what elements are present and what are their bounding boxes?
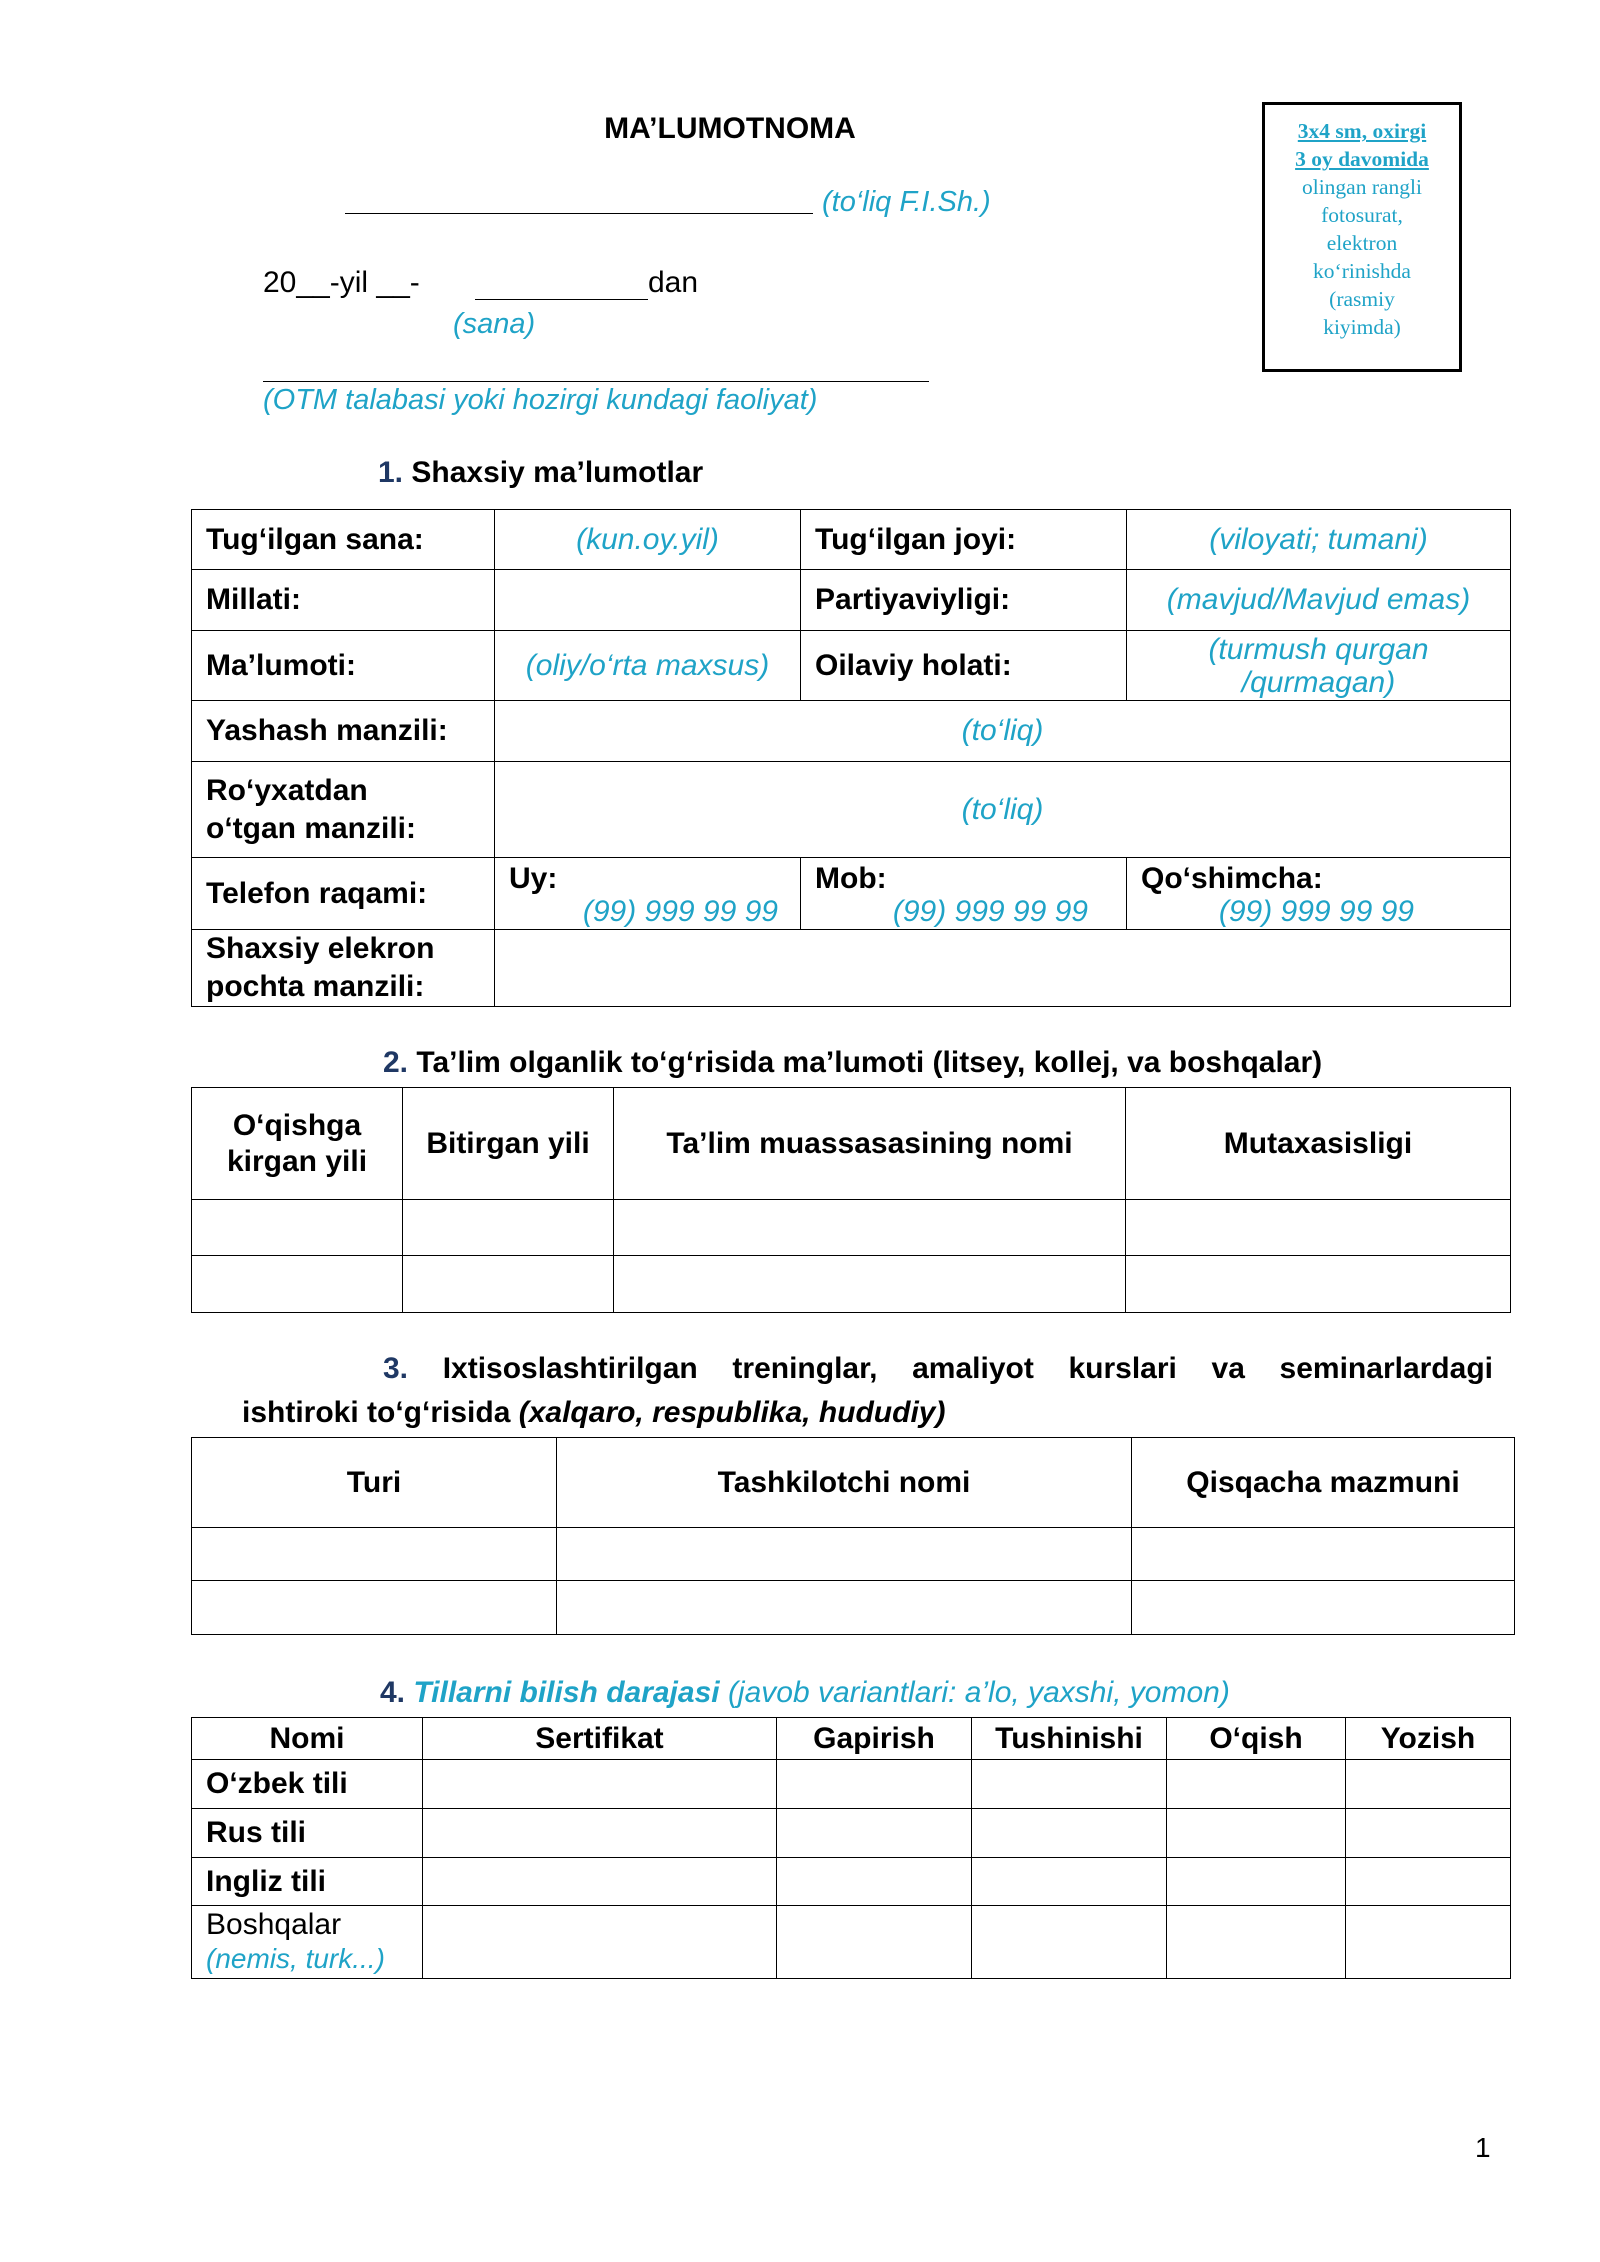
languages-col-certificate: Sertifikat: [423, 1718, 777, 1760]
registration-label-line-1: Ro‘yxatdan: [206, 773, 368, 807]
language-cell[interactable]: [1346, 1809, 1511, 1858]
admission-year-line-1: O‘qishga: [232, 1108, 362, 1142]
email-label-line-2: pochta manzili:: [206, 970, 425, 1003]
email-label: [192, 930, 495, 1007]
trainings-col-organizer: Tashkilotchi nomi: [557, 1438, 1132, 1528]
language-cell[interactable]: [423, 1906, 777, 1979]
nationality-label: Millati:: [192, 570, 495, 631]
education-cell[interactable]: [403, 1256, 614, 1313]
registration-label: [192, 762, 495, 858]
education-col-specialty: Mutaxasisligi: [1126, 1088, 1511, 1200]
language-row-english: Ingliz tili: [192, 1858, 423, 1906]
language-cell[interactable]: [1167, 1906, 1346, 1979]
photo-note-line-3: olingan rangli: [1301, 175, 1422, 199]
languages-col-writing: Yozish: [1346, 1718, 1511, 1760]
section-1-number: 1.: [378, 456, 404, 489]
phone-mobile-label: Mob:: [815, 862, 887, 895]
language-cell[interactable]: [1346, 1760, 1511, 1809]
education-cell[interactable]: [192, 1256, 403, 1313]
trainings-col-type: Turi: [192, 1438, 557, 1528]
language-other-hint: (nemis, turk...): [206, 1943, 385, 1974]
education-label: Ma’lumoti:: [192, 631, 495, 701]
language-cell[interactable]: [777, 1809, 972, 1858]
party-label: Partiyaviyligi:: [801, 570, 1127, 631]
language-cell[interactable]: [777, 1858, 972, 1906]
education-cell[interactable]: [192, 1200, 403, 1256]
section-4-title: Tillarni bilish darajasi: [413, 1676, 720, 1709]
section-3-heading-line-2: [242, 1396, 945, 1430]
languages-col-speaking: Gapirish: [777, 1718, 972, 1760]
date-hint: (sana): [453, 308, 536, 340]
education-col-admission-year: [192, 1088, 403, 1200]
nationality-field[interactable]: [495, 570, 801, 631]
address-field[interactable]: (to‘liq): [495, 701, 1511, 762]
phone-home-value: (99) 999 99 99: [582, 895, 778, 928]
registration-label-line-2: o‘tgan manzili:: [206, 811, 416, 845]
language-cell[interactable]: [1346, 1858, 1511, 1906]
section-3-heading-line-1: [383, 1352, 1493, 1386]
phone-extra-label: Qo‘shimcha:: [1141, 862, 1323, 895]
language-cell[interactable]: [423, 1809, 777, 1858]
language-row-uzbek: O‘zbek tili: [192, 1760, 423, 1809]
trainings-table: [191, 1437, 1515, 1635]
photo-note-line-6: ko‘rinishda: [1313, 259, 1411, 283]
phone-extra-field[interactable]: [1127, 858, 1511, 930]
photo-note-line-2: 3 oy davomida: [1295, 147, 1429, 171]
photo-note-line-8: kiyimda): [1323, 315, 1401, 339]
language-cell[interactable]: [972, 1858, 1167, 1906]
marital-hint-line-1: (turmush qurgan: [1208, 632, 1429, 666]
language-cell[interactable]: [423, 1760, 777, 1809]
admission-year-line-2: kirgan yili: [226, 1144, 368, 1178]
section-3-number: 3.: [383, 1352, 409, 1385]
education-cell[interactable]: [403, 1200, 614, 1256]
phone-home-field[interactable]: [495, 858, 801, 930]
language-cell[interactable]: [777, 1906, 972, 1979]
education-cell[interactable]: [614, 1200, 1126, 1256]
language-other-label: Boshqalar: [206, 1908, 342, 1941]
date-prefix: 20__-yil __-: [263, 266, 420, 299]
trainings-cell[interactable]: [557, 1528, 1132, 1581]
phone-home-label: Uy:: [509, 862, 558, 895]
birth-date-field[interactable]: (kun.oy.yil): [495, 510, 801, 570]
language-cell[interactable]: [777, 1760, 972, 1809]
email-field[interactable]: [495, 930, 1511, 1007]
fio-hint: (to‘liq F.I.Sh.): [822, 186, 991, 218]
address-label: Yashash manzili:: [192, 701, 495, 762]
section-2-title: Ta’lim olganlik to‘g‘risida ma’lumoti (litsey, kollej, va boshqalar): [416, 1046, 1323, 1079]
photo-note-line-5: elektron: [1326, 231, 1398, 255]
trainings-col-summary: Qisqacha mazmuni: [1132, 1438, 1515, 1528]
birth-place-label: Tug‘ilgan joyi:: [801, 510, 1127, 570]
section-3-title-2-italic: (xalqaro, respublika, hududiy): [518, 1396, 946, 1429]
languages-col-reading: O‘qish: [1167, 1718, 1346, 1760]
section-4-number: 4.: [380, 1676, 406, 1709]
language-cell[interactable]: [972, 1760, 1167, 1809]
languages-col-name: Nomi: [192, 1718, 423, 1760]
education-field[interactable]: (oliy/o‘rta maxsus): [495, 631, 801, 701]
section-2-heading: [383, 1046, 1322, 1080]
languages-table: [191, 1717, 1511, 1979]
phone-extra-value: (99) 999 99 99: [1218, 895, 1414, 928]
registration-field[interactable]: (to‘liq): [495, 762, 1511, 858]
party-field[interactable]: (mavjud/Mavjud emas): [1127, 570, 1511, 631]
languages-col-understanding: Tushinishi: [972, 1718, 1167, 1760]
date-suffix: dan: [648, 266, 699, 299]
phone-mobile-field[interactable]: [801, 858, 1127, 930]
education-table: [191, 1087, 1511, 1313]
section-1-heading: [378, 456, 703, 490]
activity-hint: (OTM talabasi yoki hozirgi kundagi faoliyat): [263, 384, 818, 416]
language-row-other: [192, 1906, 423, 1979]
section-3-title-2: ishtiroki to‘g‘risida: [242, 1396, 519, 1429]
fio-line: [345, 188, 813, 214]
phone-label: Telefon raqami:: [192, 858, 495, 930]
marital-hint-line-2: /qurmagan): [1241, 665, 1396, 699]
section-4-heading: [380, 1676, 1230, 1710]
language-cell[interactable]: [423, 1858, 777, 1906]
activity-line: [263, 352, 929, 382]
photo-note-line-4: fotosurat,: [1321, 203, 1403, 227]
photo-note-line-1: 3x4 sm, oxirgi: [1297, 119, 1427, 143]
date-line: [475, 270, 648, 300]
section-3-title-1: Ixtisoslashtirilgan treninglar, amaliyot kurslari va seminarlardagi: [442, 1352, 1493, 1385]
section-4-hint: (javob variantlari: a’lo, yaxshi, yomon): [719, 1676, 1230, 1709]
education-col-graduation-year: Bitirgan yili: [403, 1088, 614, 1200]
trainings-cell[interactable]: [192, 1581, 557, 1635]
language-cell[interactable]: [1167, 1858, 1346, 1906]
document-title: MA’LUMOTNOMA: [604, 112, 856, 145]
birth-place-field[interactable]: (viloyati; tumani): [1127, 510, 1511, 570]
trainings-cell[interactable]: [1132, 1528, 1515, 1581]
language-cell[interactable]: [972, 1906, 1167, 1979]
language-row-russian: Rus tili: [192, 1809, 423, 1858]
language-cell[interactable]: [1167, 1760, 1346, 1809]
trainings-cell[interactable]: [557, 1581, 1132, 1635]
education-cell[interactable]: [1126, 1200, 1511, 1256]
marital-field[interactable]: [1127, 631, 1511, 701]
photo-placeholder-box: [1262, 102, 1462, 372]
photo-note-line-7: (rasmiy: [1329, 287, 1395, 311]
education-cell[interactable]: [1126, 1256, 1511, 1313]
section-2-number: 2.: [383, 1046, 409, 1079]
personal-info-table: [191, 509, 1511, 1007]
trainings-cell[interactable]: [192, 1528, 557, 1581]
education-col-institution: Ta’lim muassasasining nomi: [614, 1088, 1126, 1200]
phone-mobile-value: (99) 999 99 99: [892, 895, 1088, 928]
marital-label: Oilaviy holati:: [801, 631, 1127, 701]
education-cell[interactable]: [614, 1256, 1126, 1313]
language-cell[interactable]: [1167, 1809, 1346, 1858]
language-cell[interactable]: [1346, 1906, 1511, 1979]
section-1-title: Shaxsiy ma’lumotlar: [411, 456, 704, 489]
page-number: 1: [1475, 2132, 1491, 2163]
trainings-cell[interactable]: [1132, 1581, 1515, 1635]
birth-date-label: Tug‘ilgan sana:: [192, 510, 495, 570]
language-cell[interactable]: [972, 1809, 1167, 1858]
email-label-line-1: Shaxsiy elekron: [206, 932, 435, 965]
